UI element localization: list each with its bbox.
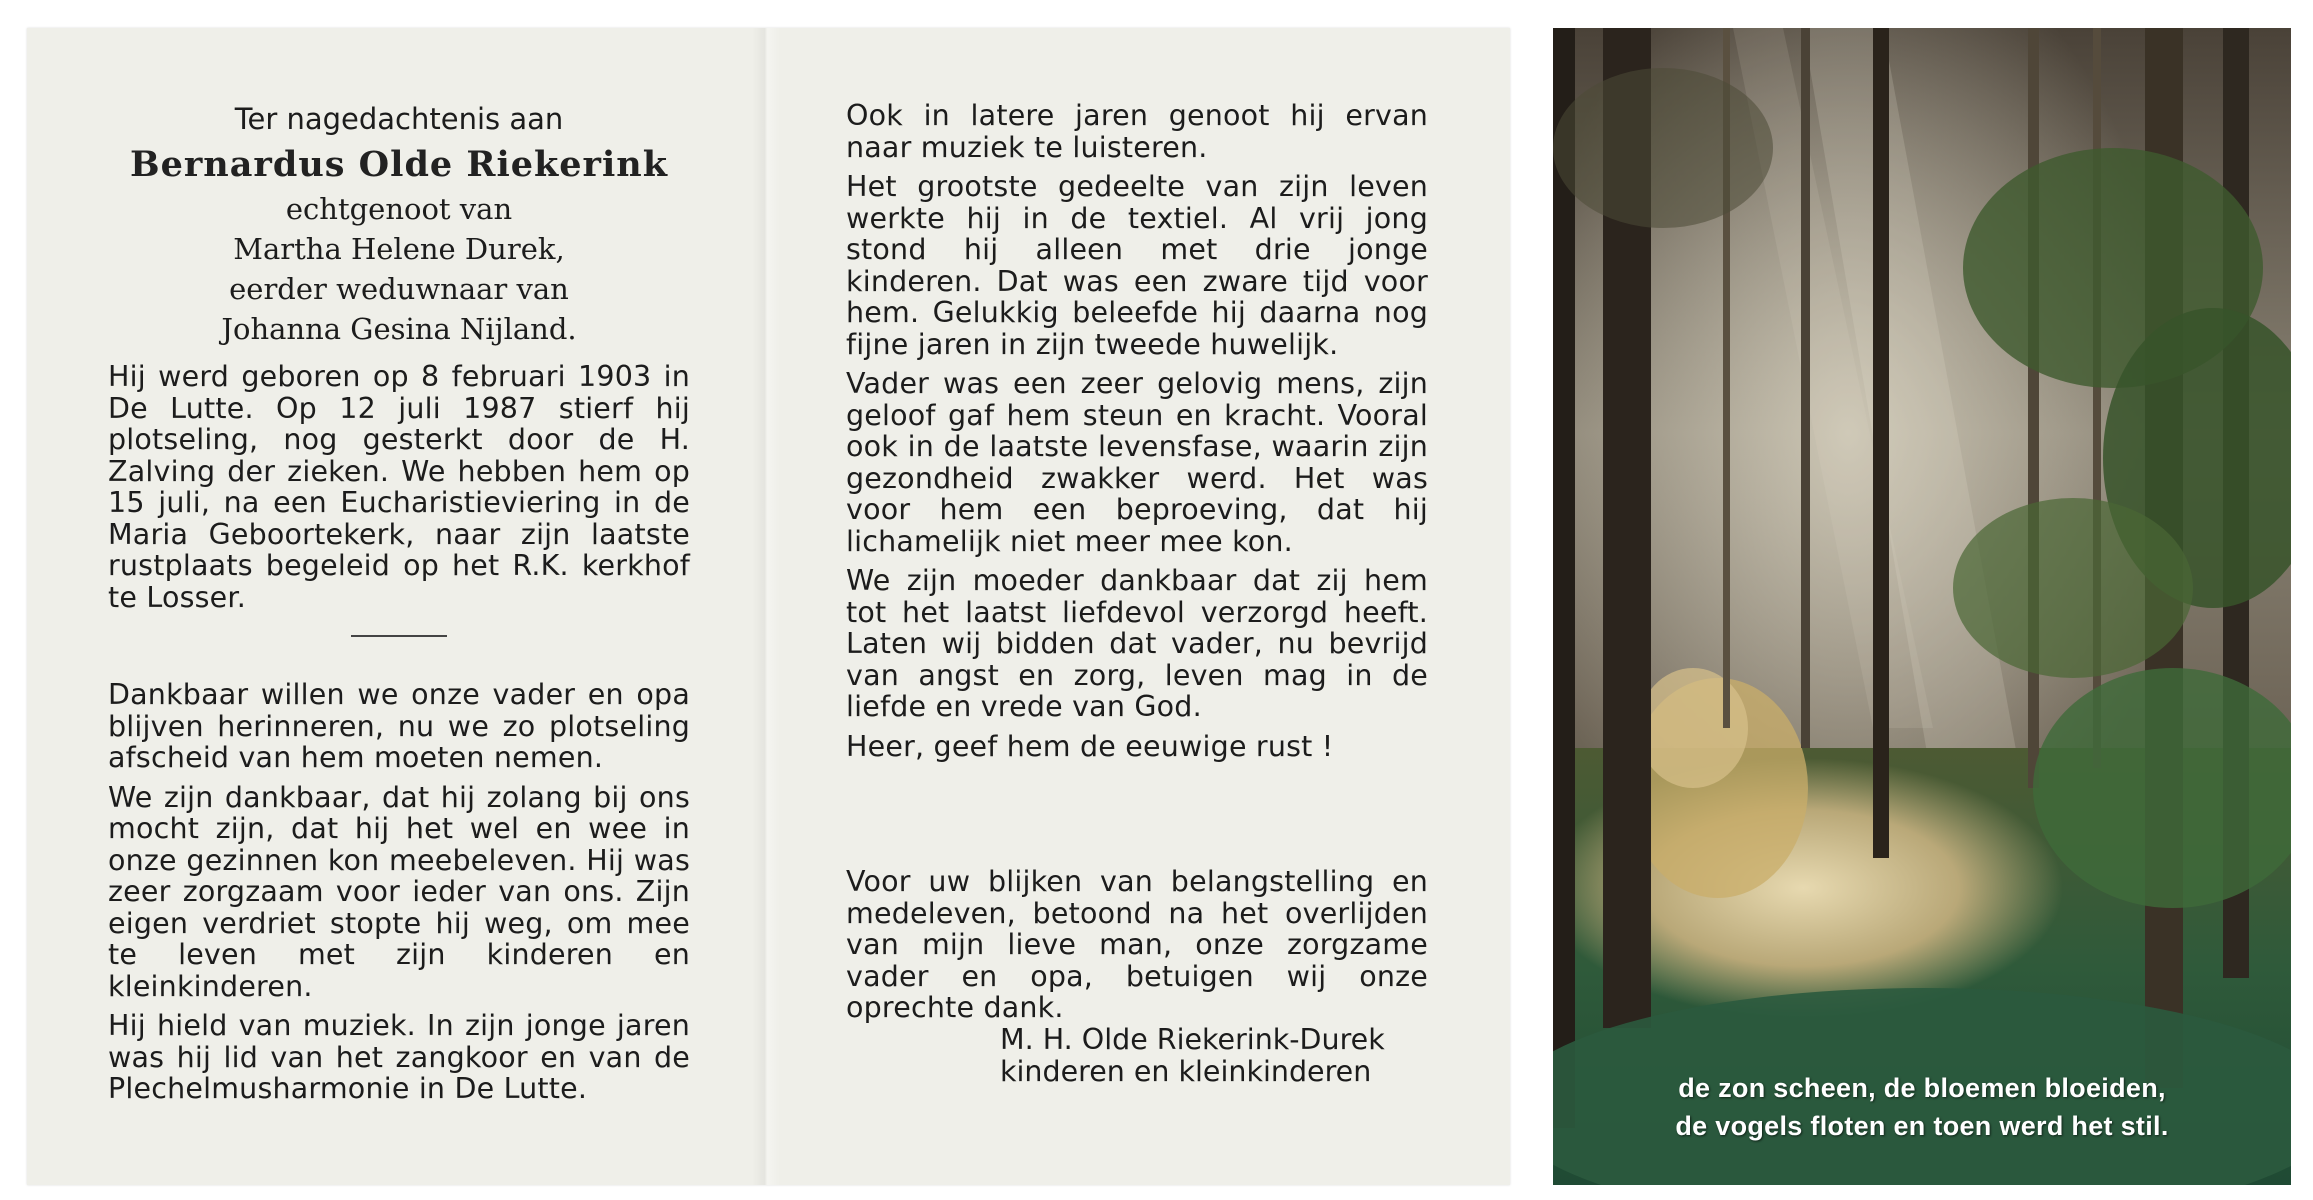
mother-paragraph: We zijn moeder dankbaar dat zij hem tot het laatst liefdevol verzorgd heeft. Laten wij bidden dat vader, nu bevrijd van angst en zorg, leven mag in de liefde en vrede van God. <box>846 564 1428 723</box>
forest-illustration <box>1553 28 2291 1185</box>
left-panel <box>108 100 690 1113</box>
faith-paragraph: Vader was een zeer gelovig mens, zijn geloof gaf hem steun en kracht. Vooral ook in de laatste levensfase, waarin zijn gezondheid zwakker werd. Het was voor hem een beproeving, dat hij lichamelijk niet meer mee kon. <box>846 367 1428 558</box>
work-paragraph: Het grootste gedeelte van zijn leven werkte hij in de textiel. Al vrij jong stond hij alleen met drie jonge kinderen. Dat was een zware tijd voor hem. Gelukkig beleefde hij daarna nog fijne jaren in zijn tweede huwelijk. <box>846 170 1428 361</box>
prayer-line: Heer, geef hem de eeuwige rust ! <box>846 729 1334 763</box>
card-fold <box>752 28 780 1185</box>
photo-caption <box>1553 1069 2291 1145</box>
signature-family: kinderen en kleinkinderen <box>1000 1054 1372 1088</box>
music-paragraph: Hij hield van muziek. In zijn jonge jaren was hij lid van het zangkoor en van de Plechelmusharmonie in De Lutte. <box>108 1009 690 1105</box>
gratitude-paragraph: Dankbaar willen we onze vader en opa blijven herinneren, nu we zo plotseling afscheid van hem moeten nemen. <box>108 678 690 774</box>
intro-line: Ter nagedachtenis aan <box>234 102 564 136</box>
later-years-paragraph: Ook in latere jaren genoot hij ervan naar muziek te luisteren. <box>846 99 1428 164</box>
divider <box>351 635 447 637</box>
caption-line-1: de zon scheen, de bloemen bloeiden, <box>1678 1073 2166 1103</box>
deceased-name: Bernardus Olde Riekerink <box>130 144 668 185</box>
forest-photo <box>1553 28 2291 1185</box>
signature-name: M. H. Olde Riekerink-Durek <box>1000 1022 1385 1056</box>
family-paragraph: We zijn dankbaar, dat hij zolang bij ons mocht zijn, dat hij het wel en wee in onze gezinnen kon meebeleven. Hij was zeer zorgzaam voor ieder van ons. Zijn eigen verdriet stopte hij weg, om mee te leven met zijn kinderen en kleinkinderen. <box>108 780 690 1003</box>
right-panel <box>846 100 1428 1088</box>
thanks-paragraph: Voor uw blijken van belangstelling en medeleven, betoond na het overlijden van mijn lieve man, onze zorgzame vader en opa, betuigen wij onze oprechte dank. <box>846 865 1428 1024</box>
biography-paragraph: Hij werd geboren op 8 februari 1903 in De Lutte. Op 12 juli 1987 stierf hij plotseling, nog gesterkt door de H. Zalving der zieken. We hebben hem op 15 juli, na een Eucharistieviering in de Maria Geboortekerk, naar zijn laatste rustplaats begeleid op het R.K. kerkhof te Losser. <box>108 360 690 614</box>
former-spouse-name: Johanna Gesina Nijland. <box>221 312 577 346</box>
spouse-label: echtgenoot van <box>285 192 513 226</box>
caption-line-2: de vogels floten en toen werd het stil. <box>1675 1111 2169 1141</box>
former-label: eerder weduwnaar van <box>229 272 569 306</box>
spouse-name: Martha Helene Durek, <box>233 232 565 266</box>
